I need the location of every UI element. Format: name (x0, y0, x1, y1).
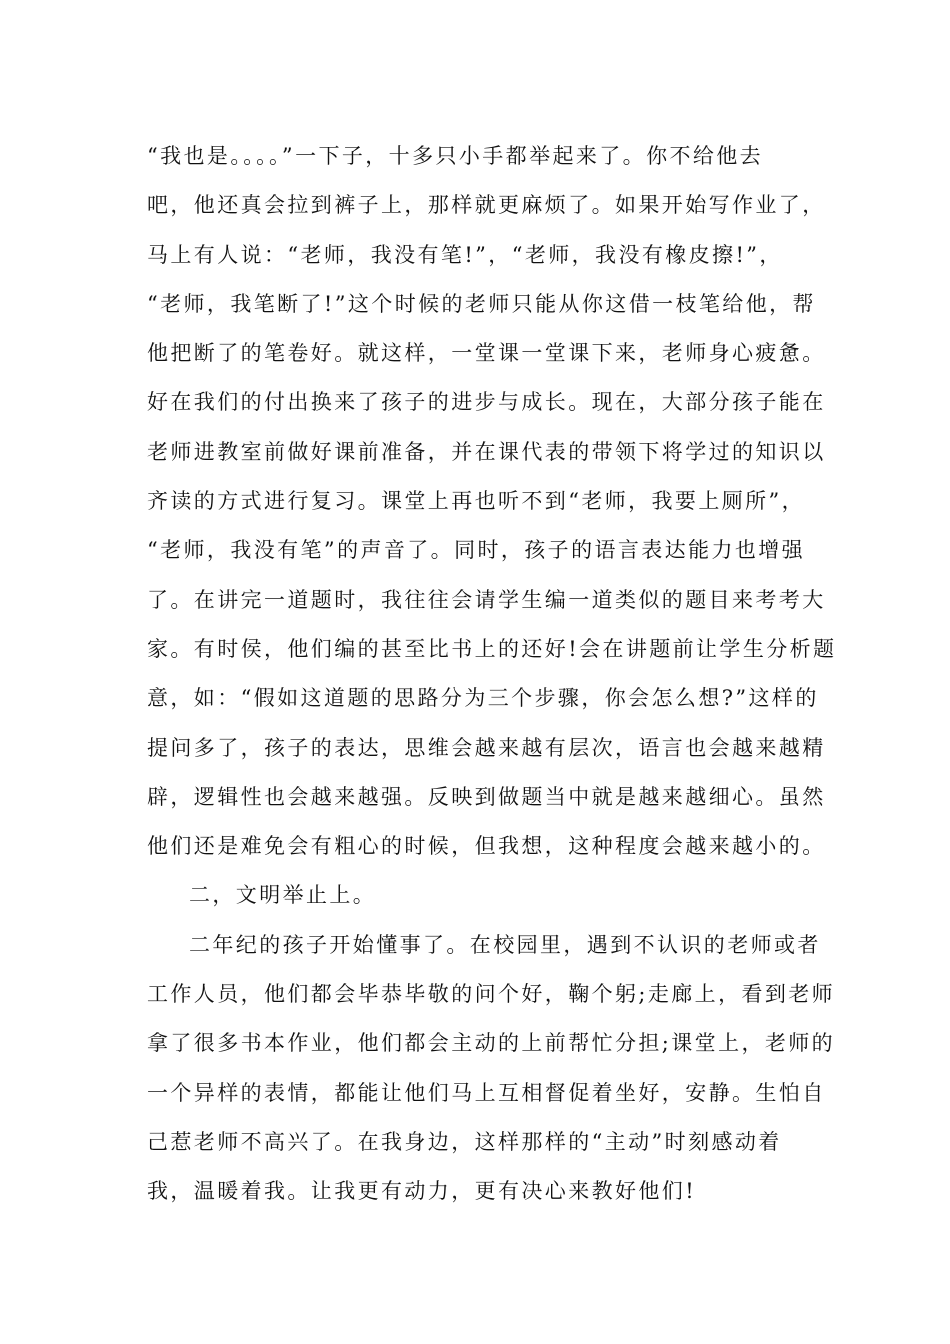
text-line: “我也是。。。。”一下子，十多只小手都举起来了。你不给他去 (147, 144, 764, 168)
paragraph-classroom-progress (147, 132, 837, 871)
text-line: “老师，我没有笔”的声音了。同时，孩子的语言表达能力也增强 (147, 538, 806, 563)
text-line: 齐读的方式进行复习。课堂上再也听不到“老师，我要上厕所”， (147, 489, 806, 514)
text-line: 老师进教室前做好课前准备，并在课代表的带领下将学过的知识以 (147, 439, 826, 464)
text-line: 一个异样的表情，都能让他们马上互相督促着坐好，安静。生怕自 (147, 1080, 826, 1105)
text-line: 意，如：“假如这道题的思路分为三个步骤，你会怎么想?”这样的 (147, 686, 819, 711)
text-line: 他们还是难免会有粗心的时候，但我想，这种程度会越来越小的。 (147, 834, 826, 859)
document-body (147, 132, 837, 1217)
text-line: 辟，逻辑性也会越来越强。反映到做题当中就是越来越细心。虽然 (147, 784, 826, 809)
text-line: 拿了很多书本作业，他们都会主动的上前帮忙分担;课堂上，老师的 (147, 1031, 836, 1056)
text-line: 家。有时侯，他们编的甚至比书上的还好!会在讲题前让学生分析题 (147, 636, 837, 661)
text-line: 他把断了的笔卷好。就这样，一堂课一堂课下来，老师身心疲惫。 (147, 341, 826, 366)
paragraph-civility (147, 921, 836, 1217)
text-line: 己惹老师不高兴了。在我身边，这样那样的“主动”时刻感动着 (147, 1129, 782, 1154)
section-heading: 二，文明举止上。 (189, 883, 377, 908)
text-line: 马上有人说：“老师，我没有笔!”，“老师，我没有橡皮擦!”， (147, 242, 783, 267)
section-heading-civility (147, 871, 807, 920)
text-line: “老师，我笔断了!”这个时候的老师只能从你这借一枝笔给他，帮 (147, 291, 816, 316)
text-line: 好在我们的付出换来了孩子的进步与成长。现在，大部分孩子能在 (147, 390, 826, 415)
text-line: 工作人员，他们都会毕恭毕敬的问个好，鞠个躬;走廊上，看到老师 (147, 982, 836, 1007)
text-line: 提问多了，孩子的表达，思维会越来越有层次，语言也会越来越精 (147, 735, 826, 760)
text-line: 了。在讲完一道题时，我往往会请学生编一道类似的题目来考考大 (147, 587, 826, 612)
text-line: 二年纪的孩子开始懂事了。在校园里，遇到不认识的老师或者 (189, 932, 821, 957)
text-line: 吧，他还真会拉到裤子上，那样就更麻烦了。如果开始写作业了， (147, 193, 826, 218)
text-line: 我，温暖着我。让我更有动力，更有决心来教好他们! (147, 1179, 697, 1204)
